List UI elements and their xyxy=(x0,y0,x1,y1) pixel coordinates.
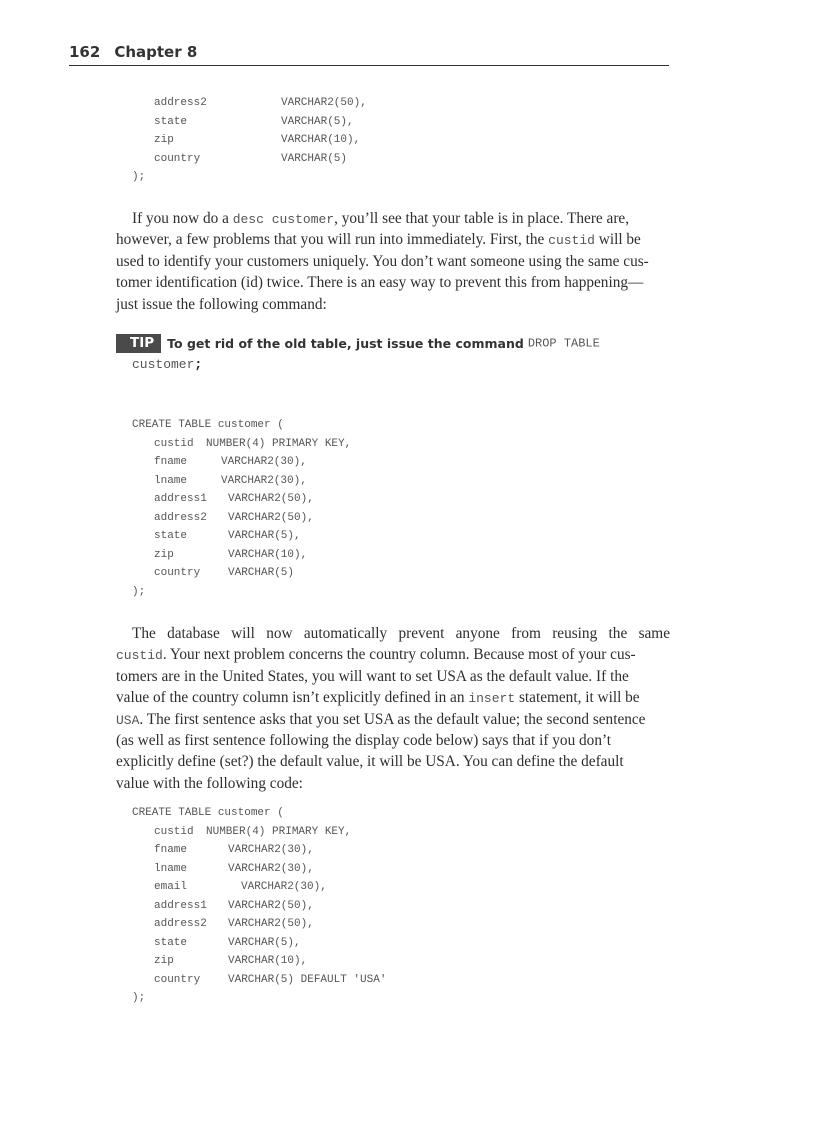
code-line xyxy=(132,472,307,491)
para-line xyxy=(116,208,670,229)
column-type: VARCHAR2(30), xyxy=(241,881,327,893)
code-line xyxy=(132,564,295,583)
column-name: email xyxy=(154,881,188,893)
text: . Your next problem concerns the country column. Because most of your cus- xyxy=(162,646,636,664)
column-type: VARCHAR(5) xyxy=(228,567,295,579)
column-name: custid xyxy=(154,437,194,450)
para-line: used to identify your customers uniquely. You don’t want someone using the same cus- xyxy=(116,252,649,270)
para-line xyxy=(116,687,670,708)
code-line xyxy=(132,897,314,916)
column-type: VARCHAR2(30), xyxy=(228,844,314,856)
text: however, a few problems that you will run into immediately. First, the xyxy=(116,231,549,249)
code-block-1 xyxy=(132,94,367,187)
column-type: NUMBER(4) PRIMARY KEY, xyxy=(206,825,352,838)
page-number: 162 xyxy=(69,43,101,61)
para-line: value with the following code: xyxy=(116,774,303,792)
column-type: VARCHAR(5) xyxy=(281,152,348,165)
code-block-2 xyxy=(132,416,352,601)
tip-line-2 xyxy=(132,357,676,372)
inline-code: custid xyxy=(116,648,163,664)
column-name: lname xyxy=(154,474,188,487)
para-line: tomers are in the United States, you will want to set USA as the default value. If the xyxy=(116,667,629,685)
text: will be xyxy=(594,231,641,249)
column-name: fname xyxy=(154,844,188,856)
para-line: explicitly define (set?) the default value, it will be USA. You can define the default xyxy=(116,753,624,771)
column-name: address1 xyxy=(154,899,207,912)
column-type: VARCHAR2(50), xyxy=(228,493,314,505)
column-name: custid xyxy=(154,825,194,838)
column-type: NUMBER(4) PRIMARY KEY, xyxy=(206,437,352,450)
inline-code: desc customer xyxy=(232,212,335,227)
column-name: address2 xyxy=(154,918,207,930)
code-line xyxy=(132,94,367,113)
column-name: country xyxy=(154,567,201,579)
code-line xyxy=(132,971,387,990)
column-type: VARCHAR(10), xyxy=(281,134,361,146)
column-name: fname xyxy=(154,456,188,468)
column-type: VARCHAR2(50), xyxy=(228,511,314,524)
code-line xyxy=(132,509,314,528)
code-line xyxy=(132,860,314,879)
column-name: state xyxy=(154,115,188,128)
column-type: VARCHAR2(30), xyxy=(221,456,307,468)
column-name: state xyxy=(154,936,188,949)
column-type: VARCHAR2(50), xyxy=(228,899,314,912)
para-line: tomer identification (id) twice. There is an easy way to prevent this from happening— xyxy=(116,274,644,292)
code-first-line: CREATE TABLE customer ( xyxy=(132,419,284,431)
inline-code: custid xyxy=(548,233,595,249)
column-name: address2 xyxy=(154,511,207,524)
para-line: just issue the following command: xyxy=(116,295,327,313)
column-name: state xyxy=(154,530,188,542)
code-line xyxy=(132,150,348,169)
code-line xyxy=(132,435,352,454)
column-type: VARCHAR2(50), xyxy=(228,918,314,930)
paragraph-1 xyxy=(116,208,670,315)
code-line xyxy=(132,490,314,509)
text: If you now do a xyxy=(132,210,233,227)
code-line xyxy=(132,823,352,842)
code-line xyxy=(132,841,314,860)
code-line xyxy=(132,952,308,971)
para-line xyxy=(116,644,670,665)
chapter-title: Chapter 8 xyxy=(114,43,198,61)
column-type: VARCHAR(5), xyxy=(281,115,354,128)
tip-code-cont: customer xyxy=(132,357,195,372)
para-line: (as well as first sentence following the display code below) says that if you don’t xyxy=(116,731,612,749)
column-name: zip xyxy=(154,955,174,967)
column-name: address1 xyxy=(154,493,207,505)
column-name: country xyxy=(154,973,201,986)
column-name: lname xyxy=(154,862,188,875)
code-line xyxy=(132,934,301,953)
tip-callout xyxy=(116,334,676,372)
code-line xyxy=(132,546,308,565)
column-type: VARCHAR(5), xyxy=(228,936,301,949)
column-type: VARCHAR(5), xyxy=(228,530,301,542)
text: , you’ll see that your table is in place. There are, xyxy=(334,210,630,227)
code-line xyxy=(132,527,301,546)
column-type: VARCHAR2(30), xyxy=(221,474,307,487)
code-line xyxy=(132,453,307,472)
code-close: ); xyxy=(132,171,146,183)
tip-badge: TIP xyxy=(116,334,161,353)
para-line xyxy=(116,709,670,730)
code-first-line: CREATE TABLE customer ( xyxy=(132,807,284,819)
column-type: VARCHAR2(50), xyxy=(281,97,367,109)
column-type: VARCHAR(5) DEFAULT 'USA' xyxy=(228,973,387,986)
running-header xyxy=(69,43,669,66)
tip-semicolon: ; xyxy=(194,357,203,372)
code-close: ); xyxy=(132,585,146,598)
tip-code: DROP TABLE xyxy=(527,336,600,351)
column-name: zip xyxy=(154,134,174,146)
text: . The first sentence asks that you set USA as the default value; the second sentence xyxy=(139,710,646,728)
tip-line-1 xyxy=(116,334,676,353)
paragraph-2 xyxy=(116,623,670,794)
code-line xyxy=(132,131,361,150)
inline-code: USA xyxy=(116,712,140,728)
code-line xyxy=(132,915,314,934)
column-name: zip xyxy=(154,548,174,561)
code-block-3 xyxy=(132,804,387,1008)
inline-code: insert xyxy=(468,691,516,707)
text: value of the country column isn’t explicitly defined in an xyxy=(116,689,469,707)
code-line xyxy=(132,878,327,897)
code-close: ); xyxy=(132,992,146,1004)
column-type: VARCHAR2(30), xyxy=(228,862,314,875)
column-type: VARCHAR(10), xyxy=(228,955,308,967)
code-line xyxy=(132,113,354,132)
text: statement, it will be xyxy=(515,689,640,707)
para-line xyxy=(116,229,670,250)
column-name: country xyxy=(154,152,201,165)
para-line: The database will now automatically prevent anyone from reusing the same xyxy=(132,625,670,642)
tip-text: To get rid of the old table, just issue the command xyxy=(167,336,524,351)
column-type: VARCHAR(10), xyxy=(228,548,308,561)
column-name: address2 xyxy=(154,97,207,109)
